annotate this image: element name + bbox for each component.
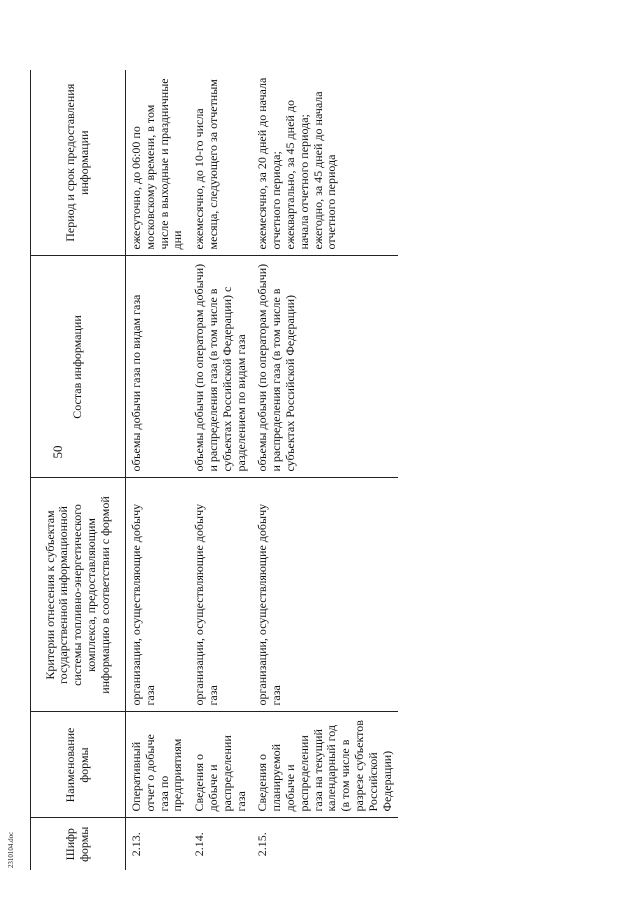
cell-code: 2.15. [255,832,270,857]
header-name: Наименование формы [31,712,126,818]
cell-name: Сведения о планируемой добыче и распределении газа на текущий календарный год (в том числе в разрезе субъектов Российской Федерации) [252,712,398,818]
cell-content: объемы добычи (по операторам добычи) и распределения газа (в том числе в субъектах Российской Федерации) с разделением по видам газа [189,256,252,478]
table-row [252,70,398,870]
cell-criteria: организации, осуществляющие добычу газа [189,478,252,712]
header-code: Шифр формы [63,826,91,862]
cell-period: ежесуточно, до 06:00 по московскому времени, в том числе в выходные и праздничные дни [126,70,190,256]
table-header-row [31,70,126,870]
page-number: 50 [50,445,65,459]
cell-period: ежемесячно, до 10-го числа месяца, следующего за отчетным [189,70,252,256]
cell-content: объемы добычи (по операторам добычи) и распределения газа (в том числе в субъектах Российской Федерации) [252,256,398,478]
header-criteria: Критерии отнесения к субъектам государственной информационной системы топливно-энергетического комплекса, предоставляющим информацию в соответствии с формой [31,478,126,712]
document-code: 2310104.doc [7,831,15,869]
cell-criteria: организации, осуществляющие добычу газа [126,478,190,712]
forms-table [30,70,398,870]
table-row [126,70,190,870]
cell-code: 2.13. [129,832,143,857]
table-row [189,70,252,870]
cell-code: 2.14. [192,832,207,857]
cell-name: Сведения о добыче и распределении газа [189,712,252,818]
forms-table-container [30,70,640,870]
cell-name: Оперативный отчет о добыче газа по предприятиям [126,712,190,818]
header-period: Период и срок предоставления информации [31,70,126,256]
cell-period: ежемесячно, за 20 дней до начала отчетного периода; ежеквартально, за 45 дней до начала отчетного периода; ежегодно, за 45 дней до начала отчетного периода [252,70,398,256]
cell-criteria: организации, осуществляющие добычу газа [252,478,398,712]
cell-content: объемы добычи газа по видам газа [126,256,190,478]
header-content: Состав информации [31,256,126,478]
